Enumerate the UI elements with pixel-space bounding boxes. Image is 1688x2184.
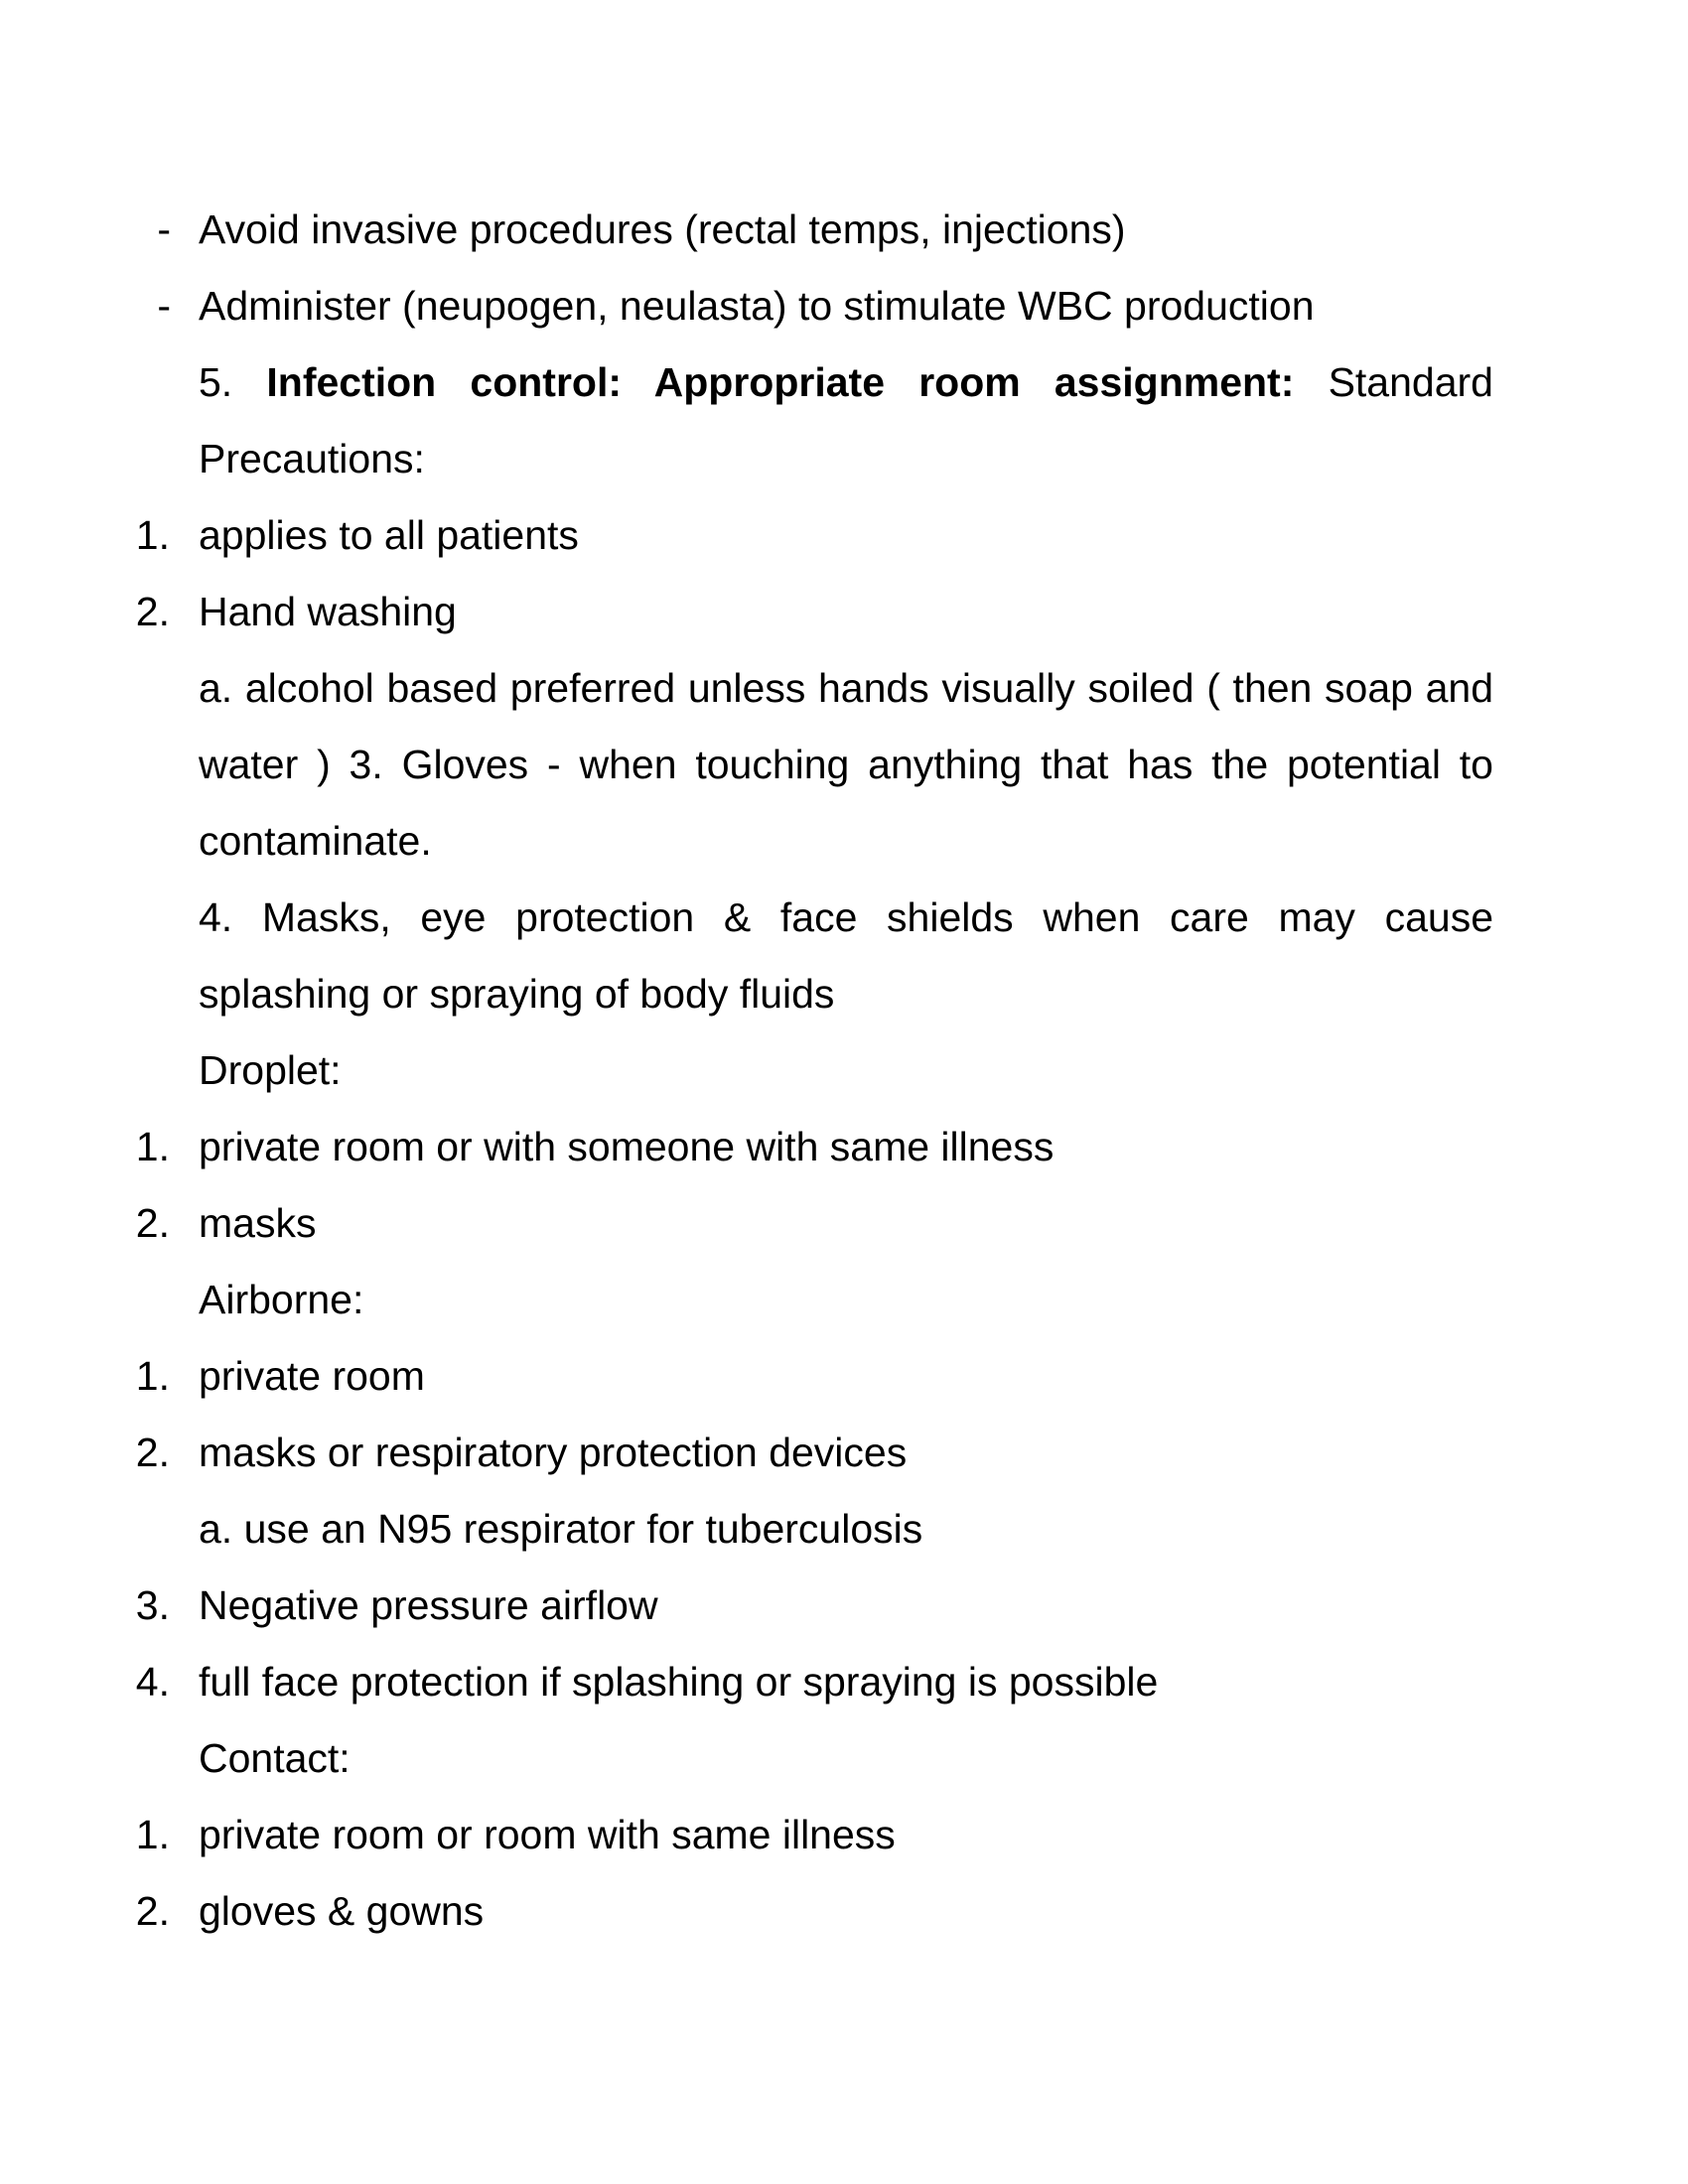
list-item-text: masks <box>199 1200 317 1246</box>
list-item <box>0 574 1688 650</box>
list-item <box>0 497 1688 574</box>
list-item <box>0 1415 1688 1491</box>
section-heading <box>0 1720 1688 1797</box>
list-item <box>0 1338 1688 1415</box>
standard-paragraph-a: a. alcohol based preferred unless hands visually soiled ( then soap and water ) 3. Gloves - when touching anything that has the potential to contaminate. <box>199 665 1493 864</box>
sub-item <box>0 1491 1688 1568</box>
list-item-text: private room or with someone with same illness <box>199 1124 1055 1169</box>
list-item <box>0 1797 1688 1873</box>
list-item <box>0 1568 1688 1644</box>
list-number: 4. <box>135 1659 170 1705</box>
list-item-text: Hand washing <box>199 589 457 634</box>
sub-item-text: a. use an N95 respirator for tuberculosis <box>199 1506 923 1552</box>
list-number: 1. <box>135 1124 170 1169</box>
dash-marker: - <box>157 206 171 252</box>
list-number: 2. <box>135 589 170 634</box>
list-number: 1. <box>135 1812 170 1857</box>
contact-heading: Contact: <box>199 1735 351 1781</box>
dash-item-text: Administer (neupogen, neulasta) to stimulate WBC production <box>199 283 1315 329</box>
section-5-number: 5. <box>199 359 233 405</box>
list-item-text: gloves & gowns <box>199 1888 485 1934</box>
list-item <box>0 1185 1688 1262</box>
list-number: 2. <box>135 1200 170 1246</box>
document-body <box>0 192 1688 1950</box>
list-number: 2. <box>135 1888 170 1934</box>
droplet-heading: Droplet: <box>199 1047 342 1093</box>
list-item <box>0 1644 1688 1720</box>
list-item-text: private room or room with same illness <box>199 1812 896 1857</box>
list-item-text: private room <box>199 1353 425 1399</box>
list-number: 1. <box>135 512 170 558</box>
list-number: 1. <box>135 1353 170 1399</box>
dash-marker: - <box>157 283 171 329</box>
airborne-heading: Airborne: <box>199 1277 364 1322</box>
section-5-bold-title: Infection control: Appropriate room assignment: <box>266 359 1295 405</box>
section-5-rest: Standard Precautions: <box>199 359 1493 481</box>
dash-item <box>0 192 1688 268</box>
section-heading <box>0 1262 1688 1338</box>
list-item-text: full face protection if splashing or spraying is possible <box>199 1659 1159 1705</box>
list-item-text: applies to all patients <box>199 512 579 558</box>
list-number: 3. <box>135 1582 170 1628</box>
dash-item <box>0 268 1688 344</box>
list-item <box>0 1873 1688 1950</box>
section-heading <box>0 1032 1688 1109</box>
list-number: 2. <box>135 1430 170 1475</box>
list-item-text: masks or respiratory protection devices <box>199 1430 908 1475</box>
dash-item-text: Avoid invasive procedures (rectal temps, injections) <box>199 206 1126 252</box>
list-item <box>0 1109 1688 1185</box>
list-item-text: Negative pressure airflow <box>199 1582 658 1628</box>
section-5-heading <box>199 344 1493 497</box>
standard-paragraph-4: 4. Masks, eye protection & face shields when care may cause splashing or spraying of body fluids <box>199 894 1493 1017</box>
